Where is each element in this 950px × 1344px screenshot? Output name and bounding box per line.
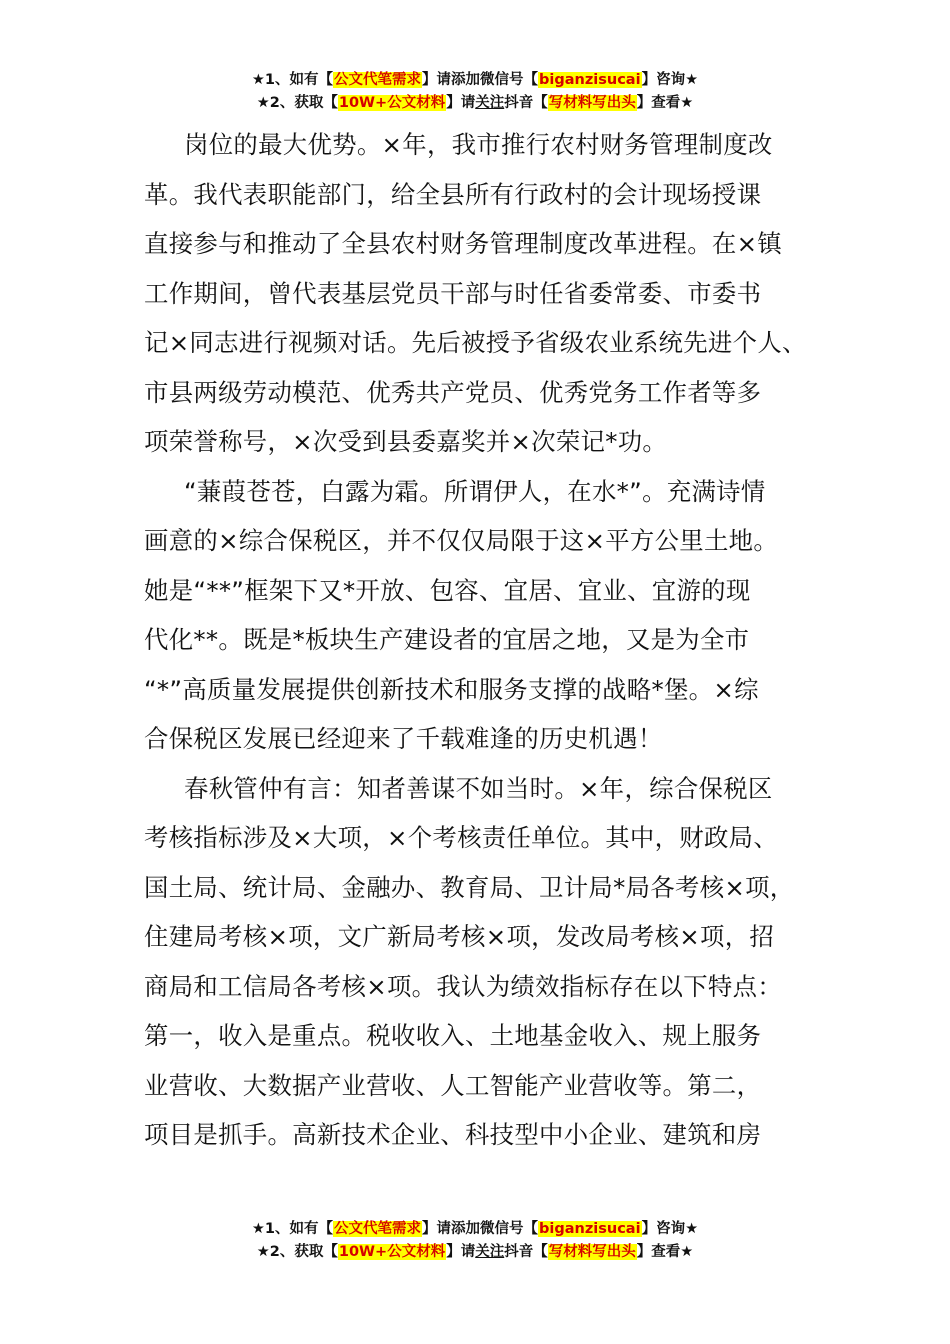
- header-notice-line-1: ★1、如有【公文代笔需求】请添加微信号【biganzisucai】咨询★: [251, 72, 699, 88]
- highlight-service: 公文代笔需求: [334, 1221, 422, 1237]
- highlight-materials: 10W+公文材料: [338, 95, 446, 111]
- footer-notice: [0, 1218, 950, 1264]
- text-line: 岗位的最大优势。×年，我市推行农村财务管理制度改: [184, 130, 773, 159]
- highlight-materials: 10W+公文材料: [338, 1244, 446, 1260]
- text-line: 市县两级劳动模范、优秀共产党员、优秀党务工作者等多: [144, 377, 762, 407]
- text-line: 业营收、大数据产业营收、人工智能产业营收等。第二，: [144, 1070, 762, 1100]
- text-line: 春秋管仲有言：知者善谋不如当时。×年，综合保税区: [184, 773, 773, 803]
- star-icon: ★: [251, 1221, 265, 1237]
- text-line: “蒹葭苍苍，白露为霜。所谓伊人，在水*”。充满诗情: [184, 476, 766, 506]
- text-line: 住建局考核×项，文广新局考核×项，发改局考核×项，招: [144, 922, 775, 951]
- text-line: 画意的×综合保税区，并不仅仅局限于这×平方公里土地。: [144, 526, 779, 555]
- text-line: “*”高质量发展提供创新技术和服务支撑的战略*堡。×综: [144, 674, 759, 704]
- text-line: 直接参与和推动了全县农村财务管理制度改革进程。在×镇: [144, 229, 783, 258]
- text-line: 商局和工信局各考核×项。我认为绩效指标存在以下特点：: [144, 971, 783, 1001]
- text-line: 考核指标涉及×大项，×个考核责任单位。其中，财政局、: [144, 823, 779, 852]
- text-line: 项荣誉称号，×次受到县委嘉奖并×次荣记*功。: [144, 427, 668, 456]
- text-line: 记×同志进行视频对话。先后被授予省级农业系统先进个人、: [144, 328, 807, 357]
- highlight-douyin-account: 写材料写出头: [548, 1244, 636, 1260]
- star-icon: ★: [251, 72, 265, 88]
- text-line: 工作期间，曾代表基层党员干部与时任省委常委、市委书: [144, 278, 762, 308]
- header-notice-line-2: ★2、获取【10W+公文材料】请关注抖音【写材料写出头】查看★: [256, 95, 694, 111]
- highlight-wechat-id: biganzisucai: [539, 72, 641, 88]
- header-notice: [0, 69, 950, 115]
- text-line: 国土局、统计局、金融办、教育局、卫计局*局各考核×项，: [144, 872, 795, 902]
- star-icon: ★: [256, 1244, 270, 1260]
- text-line: 代化**。既是*板块生产建设者的宜居之地，又是为全市: [144, 625, 750, 654]
- footer-notice-line-2: ★2、获取【10W+公文材料】请关注抖音【写材料写出头】查看★: [256, 1244, 694, 1260]
- highlight-douyin-account: 写材料写出头: [548, 95, 636, 111]
- text-line: 项目是抓手。高新技术企业、科技型中小企业、建筑和房: [144, 1120, 762, 1149]
- text-line: 合保税区发展已经迎来了千载难逢的历史机遇！: [144, 724, 663, 753]
- highlight-wechat-id: biganzisucai: [539, 1221, 641, 1237]
- highlight-service: 公文代笔需求: [334, 72, 422, 88]
- text-line: 第一，收入是重点。税收收入、土地基金收入、规上服务: [144, 1021, 762, 1050]
- text-line: 她是“**”框架下又*开放、包容、宜居、宜业、宜游的现: [144, 575, 751, 605]
- document-body: [144, 120, 834, 1160]
- footer-notice-line-1: ★1、如有【公文代笔需求】请添加微信号【biganzisucai】咨询★: [251, 1221, 699, 1237]
- star-icon: ★: [256, 95, 270, 111]
- text-line: 革。我代表职能部门，给全县所有行政村的会计现场授课: [144, 179, 762, 209]
